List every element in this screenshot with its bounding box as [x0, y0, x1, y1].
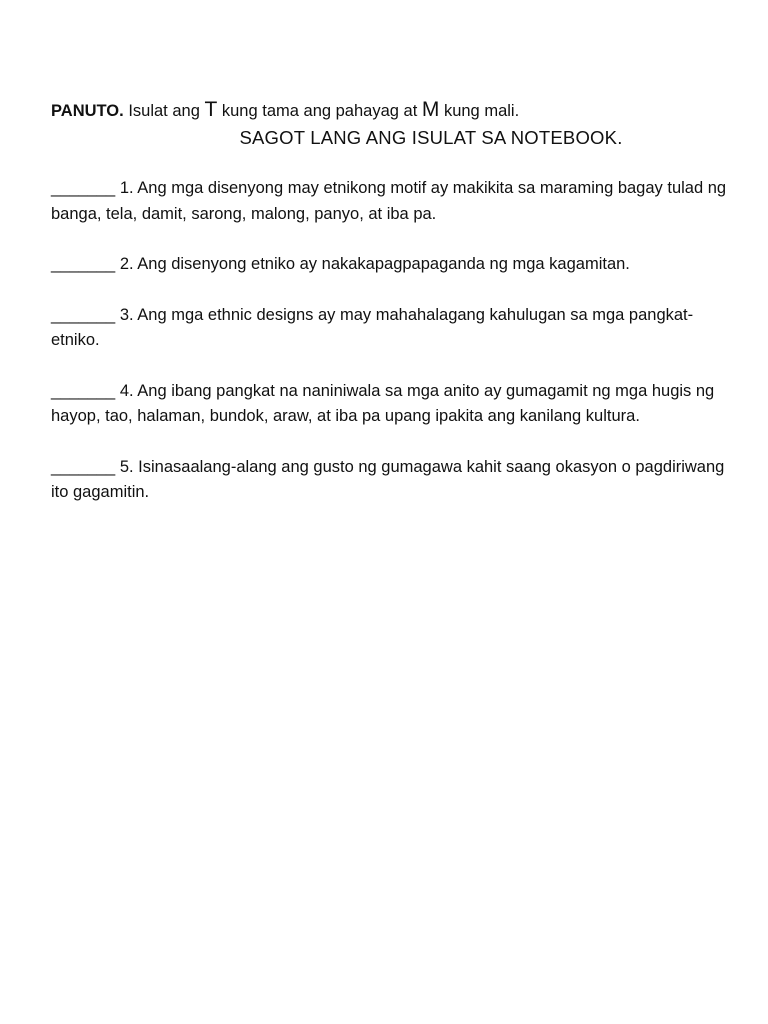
instruction-text-1: Isulat ang	[123, 102, 205, 120]
instruction-line	[51, 96, 731, 125]
letter-true: T	[204, 98, 218, 121]
instruction-label: PANUTO.	[51, 102, 124, 120]
statement-text: 5. Isinasaalang-alang ang gusto ng gumagawa kahit saang okasyon o pagdiriwang ito gagamitin.	[51, 457, 725, 501]
answer-blank: _______	[51, 457, 116, 476]
statement-text: 1. Ang mga disenyong may etnikong motif ay makikita sa maraming bagay tulad ng banga, tela, damit, sarong, malong, panyo, at iba pa.	[51, 179, 727, 223]
statement-text: 3. Ang mga ethnic designs ay may mahahalagang kahulugan sa mga pangkat-etniko.	[51, 305, 694, 349]
statement-text: 4. Ang ibang pangkat na naniniwala sa mga anito ay gumagamit ng mga hugis ng hayop, tao, halaman, bundok, araw, at iba pa upang ipakita ang kanilang kultura.	[51, 381, 715, 425]
statement-text: 2. Ang disenyong etniko ay nakakapagpapaganda ng mga kagamitan.	[115, 255, 630, 273]
answer-blank: _______	[51, 381, 116, 400]
list-item	[51, 303, 731, 354]
list-item	[51, 176, 731, 227]
answer-note-heading: SAGOT LANG ANG ISULAT SA NOTEBOOK.	[239, 127, 623, 148]
answer-blank: _______	[51, 179, 116, 197]
instruction-text-2: kung tama ang pahayag at	[217, 102, 422, 120]
answer-blank: _______	[51, 305, 116, 324]
worksheet	[51, 96, 731, 506]
letter-false: M	[421, 98, 440, 121]
list-item	[51, 455, 731, 506]
list-item	[51, 252, 731, 278]
answer-blank: _______	[51, 255, 116, 273]
list-item	[51, 379, 731, 430]
instruction-text-3: kung mali.	[439, 102, 520, 120]
